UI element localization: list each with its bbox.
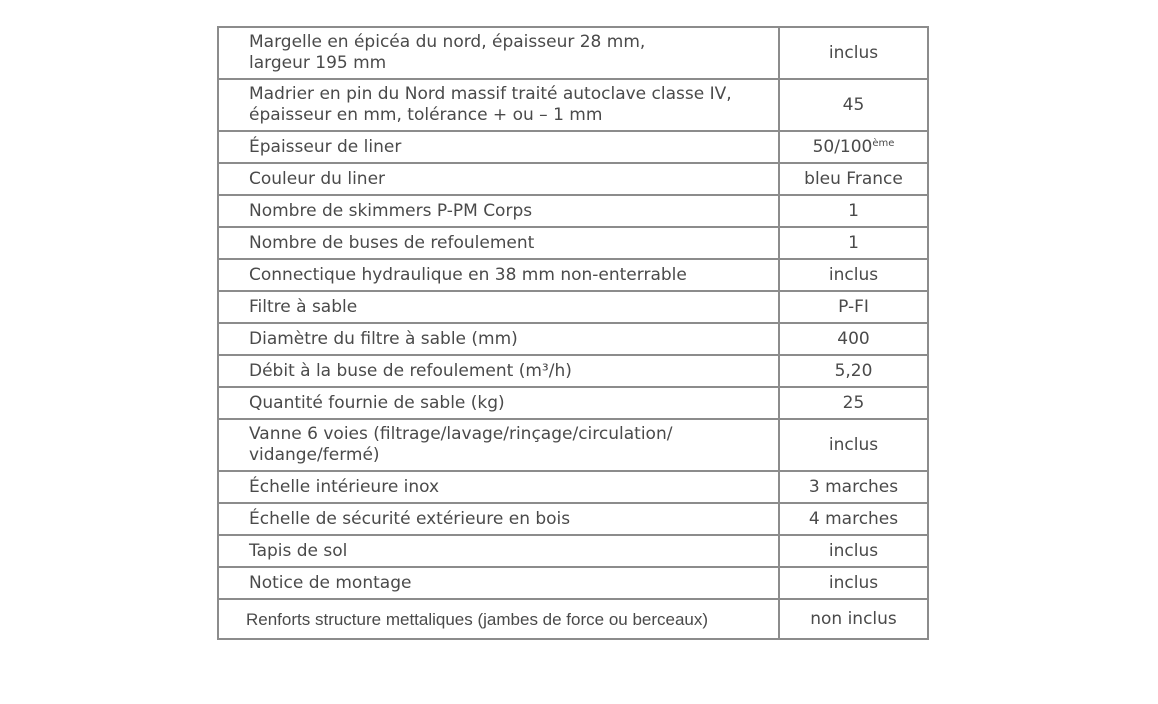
table-row xyxy=(218,419,928,471)
table-row xyxy=(218,387,928,419)
table-row xyxy=(218,503,928,535)
table-row xyxy=(218,195,928,227)
table-row xyxy=(218,535,928,567)
row-value: inclus xyxy=(779,419,928,471)
table-row xyxy=(218,163,928,195)
table-row xyxy=(218,259,928,291)
table-row xyxy=(218,471,928,503)
row-label: Madrier en pin du Nord massif traité autoclave classe IV, épaisseur en mm, tolérance + ou – 1 mm xyxy=(218,79,779,131)
row-label: Tapis de sol xyxy=(218,535,779,567)
row-label: Épaisseur de liner xyxy=(218,131,779,163)
row-label: Quantité fournie de sable (kg) xyxy=(218,387,779,419)
row-value: inclus xyxy=(779,27,928,79)
row-label: Vanne 6 voies (filtrage/lavage/rinçage/circulation/ vidange/fermé) xyxy=(218,419,779,471)
row-value: inclus xyxy=(779,567,928,599)
table-row xyxy=(218,599,928,639)
row-value: 25 xyxy=(779,387,928,419)
row-value: bleu France xyxy=(779,163,928,195)
row-value: P-FI xyxy=(779,291,928,323)
row-value: 1 xyxy=(779,227,928,259)
table-row xyxy=(218,323,928,355)
row-value: 5,20 xyxy=(779,355,928,387)
row-value: 50/100ème xyxy=(779,131,928,163)
row-label: Filtre à sable xyxy=(218,291,779,323)
value-superscript: ème xyxy=(872,137,895,149)
row-value: 3 marches xyxy=(779,471,928,503)
row-label: Notice de montage xyxy=(218,567,779,599)
row-value: non inclus xyxy=(779,599,928,639)
row-value: 1 xyxy=(779,195,928,227)
row-value: 45 xyxy=(779,79,928,131)
row-label: Renforts structure mettaliques (jambes de force ou berceaux) xyxy=(218,599,779,639)
table-row xyxy=(218,567,928,599)
row-label: Margelle en épicéa du nord, épaisseur 28 mm, largeur 195 mm xyxy=(218,27,779,79)
row-value: inclus xyxy=(779,535,928,567)
row-label: Échelle de sécurité extérieure en bois xyxy=(218,503,779,535)
table-row xyxy=(218,291,928,323)
row-label: Échelle intérieure inox xyxy=(218,471,779,503)
row-label: Nombre de skimmers P-PM Corps xyxy=(218,195,779,227)
row-value: inclus xyxy=(779,259,928,291)
table-row xyxy=(218,131,928,163)
row-label: Nombre de buses de refoulement xyxy=(218,227,779,259)
table-row xyxy=(218,27,928,79)
row-label: Débit à la buse de refoulement (m³/h) xyxy=(218,355,779,387)
table-row xyxy=(218,79,928,131)
row-value: 400 xyxy=(779,323,928,355)
row-value: 4 marches xyxy=(779,503,928,535)
row-label: Couleur du liner xyxy=(218,163,779,195)
table-row xyxy=(218,227,928,259)
spec-table xyxy=(217,26,929,640)
row-label: Connectique hydraulique en 38 mm non-enterrable xyxy=(218,259,779,291)
table-row xyxy=(218,355,928,387)
row-label: Diamètre du filtre à sable (mm) xyxy=(218,323,779,355)
